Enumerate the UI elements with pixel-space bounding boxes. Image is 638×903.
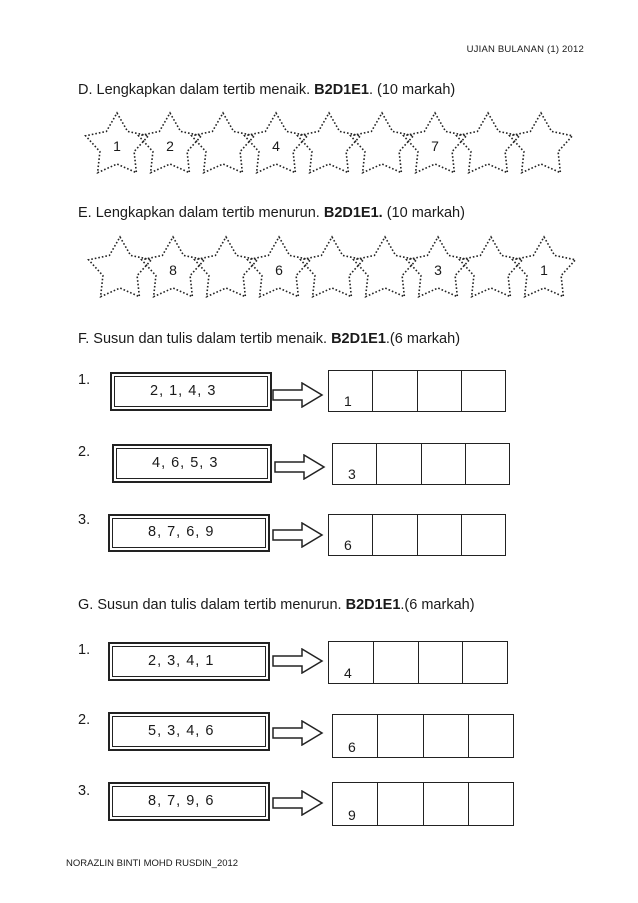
section-e-code: B2D1E1. (323, 205, 383, 221)
star-shape (89, 237, 152, 297)
section-g-item-2-box (108, 712, 270, 751)
answer-cell[interactable] (377, 444, 421, 484)
answer-cell[interactable]: 3 (333, 444, 377, 484)
section-d-star-1-value[interactable]: 1 (113, 138, 121, 154)
section-f-item-3-answer[interactable] (328, 514, 506, 556)
answer-cell[interactable] (424, 783, 469, 825)
star-shape (460, 237, 523, 297)
section-g-tail: .(6 markah) (400, 597, 475, 613)
answer-cell[interactable] (462, 515, 505, 555)
section-e-stars (0, 0, 638, 310)
answer-cell[interactable]: 4 (329, 642, 374, 683)
answer-cell[interactable] (469, 715, 513, 757)
section-g-item-2-numbers: 5, 3, 4, 6 (148, 723, 215, 739)
star-shape (301, 237, 364, 297)
section-g-item-1-answer[interactable] (328, 641, 508, 684)
section-f-item-3-numbers: 8, 7, 6, 9 (148, 524, 215, 540)
answer-cell[interactable] (418, 515, 462, 555)
section-f-item-3-box (108, 514, 270, 552)
star-shape (354, 237, 417, 297)
section-d-code: B2D1E1 (314, 82, 369, 98)
section-e-tail: (10 markah) (382, 205, 465, 221)
answer-cell[interactable] (463, 642, 507, 683)
answer-cell[interactable]: 1 (329, 371, 373, 411)
section-e-star-9-value[interactable]: 1 (540, 262, 548, 278)
star-shape (195, 237, 258, 297)
arrow-right-icon (272, 522, 324, 548)
section-f-item-1-number: 1. (78, 372, 91, 388)
section-d-tail: . (10 markah) (368, 82, 456, 98)
section-e-star-7-value[interactable]: 3 (434, 262, 442, 278)
answer-cell[interactable] (378, 715, 423, 757)
section-e-star-4-value[interactable]: 6 (275, 262, 283, 278)
answer-cell[interactable] (373, 515, 417, 555)
answer-cell[interactable] (422, 444, 466, 484)
section-g-item-3-numbers: 8, 7, 9, 6 (148, 793, 215, 809)
answer-cell[interactable] (419, 642, 464, 683)
section-g-item-3-answer[interactable] (332, 782, 514, 826)
section-f-item-3-number: 3. (78, 512, 91, 528)
section-d-text: D. Lengkapkan dalam tertib menaik. (78, 82, 311, 98)
section-f-item-2-box (112, 444, 272, 483)
answer-cell[interactable] (462, 371, 505, 411)
section-g-item-1-number: 1. (78, 642, 91, 658)
section-g-item-3-number: 3. (78, 783, 91, 799)
answer-cell[interactable] (374, 642, 419, 683)
section-f-code: B2D1E1 (331, 331, 386, 347)
arrow-right-icon (274, 454, 326, 480)
section-f-tail: .(6 markah) (385, 331, 461, 347)
section-d-star-4-value[interactable]: 4 (272, 138, 280, 154)
section-g-item-2-answer[interactable] (332, 714, 514, 758)
answer-cell[interactable] (378, 783, 423, 825)
section-f-item-1-answer[interactable] (328, 370, 506, 412)
section-g-title (78, 597, 475, 613)
section-f-item-2-numbers: 4, 6, 5, 3 (152, 455, 219, 471)
arrow-right-icon (272, 720, 324, 746)
section-d-star-7-value[interactable]: 7 (431, 138, 439, 154)
answer-cell[interactable]: 6 (329, 515, 373, 555)
answer-cell[interactable] (418, 371, 462, 411)
section-g-code: B2D1E1 (345, 597, 401, 613)
page-footer: NORAZLIN BINTI MOHD RUSDIN_2012 (66, 858, 239, 869)
section-g-item-3-box (108, 782, 270, 821)
section-f-item-1-box (110, 372, 272, 411)
arrow-right-icon (272, 648, 324, 674)
section-g-item-1-box (108, 642, 270, 681)
answer-cell[interactable] (373, 371, 417, 411)
section-d-star-2-value[interactable]: 2 (166, 138, 174, 154)
answer-cell[interactable] (466, 444, 509, 484)
section-f-item-2-answer[interactable] (332, 443, 510, 485)
arrow-right-icon (272, 382, 324, 408)
answer-cell[interactable] (424, 715, 469, 757)
section-f-item-2-number: 2. (78, 444, 91, 460)
page-header: UJIAN BULANAN (1) 2012 (466, 44, 584, 55)
answer-cell[interactable]: 9 (333, 783, 378, 825)
section-e-star-2-value[interactable]: 8 (169, 262, 177, 278)
section-e-text: E. Lengkapkan dalam tertib menurun. (78, 205, 320, 221)
section-g-item-1-numbers: 2, 3, 4, 1 (148, 653, 215, 669)
section-f-text: F. Susun dan tulis dalam tertib menaik. (78, 331, 328, 347)
section-f-item-1-numbers: 2, 1, 4, 3 (150, 383, 217, 399)
section-f-title (78, 331, 460, 347)
arrow-right-icon (272, 790, 324, 816)
section-g-item-2-number: 2. (78, 712, 91, 728)
answer-cell[interactable]: 6 (333, 715, 378, 757)
section-g-text: G. Susun dan tulis dalam tertib menurun. (78, 597, 342, 613)
answer-cell[interactable] (469, 783, 513, 825)
